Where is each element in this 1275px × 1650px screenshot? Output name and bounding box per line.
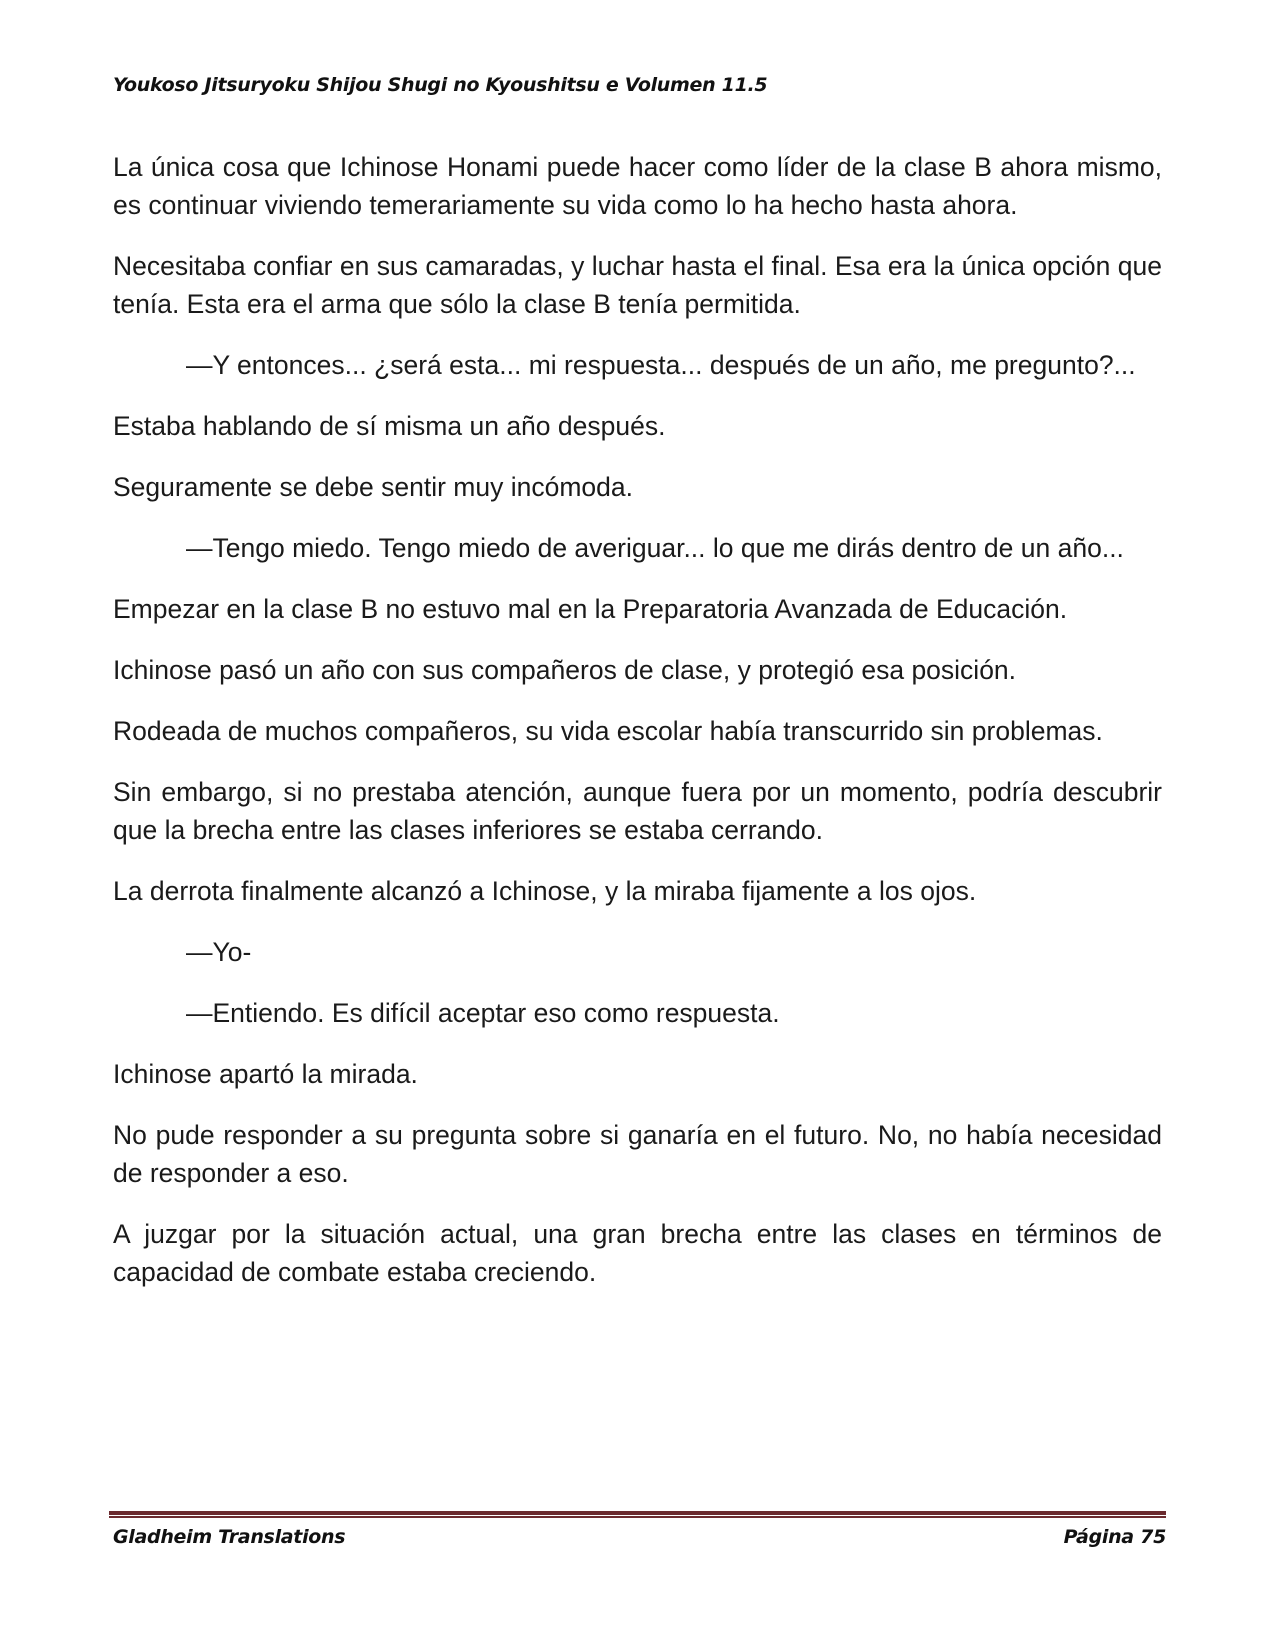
paragraph: Necesitaba confiar en sus camaradas, y luchar hasta el final. Esa era la única opción que tenía. Esta era el arma que sólo la clase B tenía permitida. xyxy=(113,251,1162,319)
paragraph: No pude responder a su pregunta sobre si ganaría en el futuro. No, no había necesidad de responder a eso. xyxy=(113,1120,1162,1188)
running-header: Youkoso Jitsuryoku Shijou Shugi no Kyoushitsu e Volumen 11.5 xyxy=(113,74,768,96)
paragraph: A juzgar por la situación actual, una gran brecha entre las clases en términos de capacidad de combate estaba creciendo. xyxy=(113,1219,1162,1287)
dialog-paragraph: —Tengo miedo. Tengo miedo de averiguar... lo que me dirás dentro de un año... xyxy=(186,533,1124,563)
dialog-paragraph: —Entiendo. Es difícil aceptar eso como respuesta. xyxy=(186,998,780,1028)
page-body xyxy=(113,148,1162,1314)
paragraph: Rodeada de muchos compañeros, su vida escolar había transcurrido sin problemas. xyxy=(113,716,1103,746)
paragraph: La derrota finalmente alcanzó a Ichinose, y la miraba fijamente a los ojos. xyxy=(113,876,977,906)
paragraph: Ichinose apartó la mirada. xyxy=(113,1059,418,1089)
paragraph: Sin embargo, si no prestaba atención, aunque fuera por un momento, podría descubrir que la brecha entre las clases inferiores se estaba cerrando. xyxy=(113,777,1162,845)
paragraph: Seguramente se debe sentir muy incómoda. xyxy=(113,472,633,502)
paragraph: Ichinose pasó un año con sus compañeros de clase, y protegió esa posición. xyxy=(113,655,1017,685)
page-number: Página 75 xyxy=(1063,1526,1166,1548)
footer-translator: Gladheim Translations xyxy=(113,1526,346,1548)
paragraph: Empezar en la clase B no estuvo mal en la Preparatoria Avanzada de Educación. xyxy=(113,594,1068,624)
footer-divider xyxy=(109,1511,1166,1518)
dialog-paragraph: —Yo- xyxy=(186,937,252,967)
paragraph: La única cosa que Ichinose Honami puede hacer como líder de la clase B ahora mismo, es continuar viviendo temerariamente su vida como lo ha hecho hasta ahora. xyxy=(113,152,1162,220)
paragraph: Estaba hablando de sí misma un año después. xyxy=(113,411,666,441)
dialog-paragraph: —Y entonces... ¿será esta... mi respuesta... después de un año, me pregunto?... xyxy=(186,350,1136,380)
